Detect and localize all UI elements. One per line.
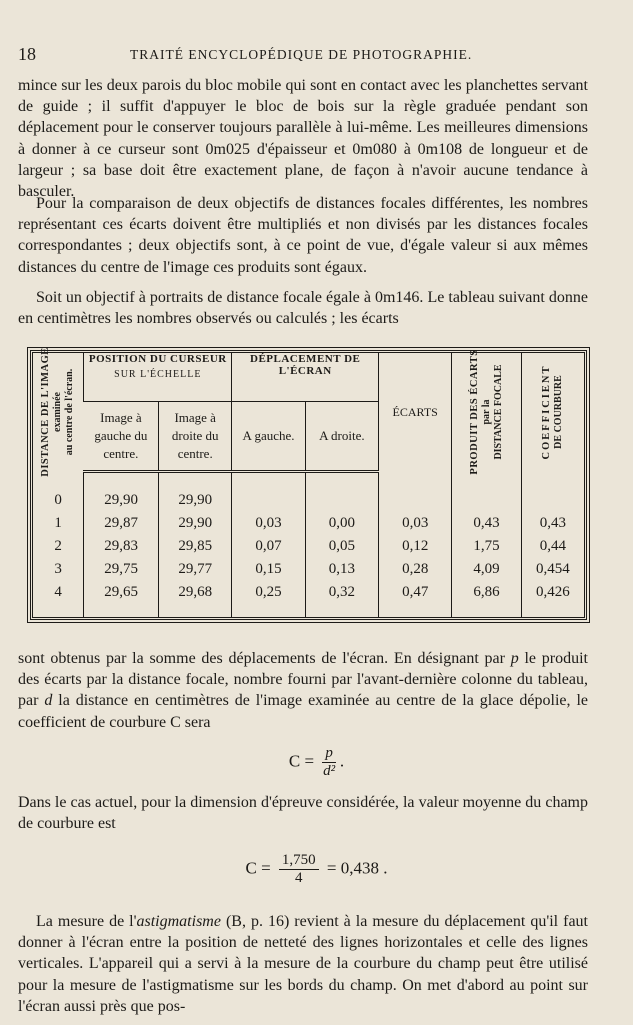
formula-1-numerator: p: [322, 745, 336, 763]
header-ecarts: ÉCARTS: [379, 353, 452, 472]
header-image-left: Image à gauche du centre.: [84, 402, 159, 472]
cell-distance: 0: [54, 491, 62, 508]
cell-produit: 6,86: [452, 581, 521, 617]
paragraph-5-text: Dans le cas actuel, pour la dimension d'épreuve considérée, la valeur moyenne du champ de courbure est: [18, 794, 588, 833]
header-image-right: Image à droite du centre.: [159, 402, 232, 472]
cell-dep-right: 0,13: [305, 558, 378, 581]
cell-produit: 4,09: [452, 558, 521, 581]
header-produit-line3: DISTANCE FOCALE: [492, 364, 504, 460]
paragraph-4-part-a: sont obtenus par la somme des déplacements de l'écran. En désignant par: [18, 650, 511, 667]
cell-coefficient: 0,43: [521, 512, 584, 535]
cell-ecarts: [379, 489, 452, 512]
page-number: 18: [18, 44, 36, 64]
header-position-group: [84, 353, 232, 402]
cell-dep-left: [232, 489, 305, 512]
cell-dep-right: 0,05: [305, 535, 378, 558]
header-distance-line2: examinée: [52, 392, 64, 433]
cell-dep-left: 0,15: [232, 558, 305, 581]
paragraph-4: [18, 648, 588, 733]
paragraph-2-text: Pour la comparaison de deux objectifs de distances focales différentes, les nombres représentant ces écarts doivent être multipliés et non divisés par les distances focales correspondantes ; deux objectifs sont, à ce point de vue, d'égale valeur si aux mêmes distances du centre de l'image ces produits sont égaux.: [18, 195, 588, 276]
cell-distance: 3: [54, 560, 62, 577]
formula-curvature: [0, 745, 633, 780]
formula-2-denominator: 4: [295, 870, 303, 886]
header-distance-line3: au centre de l'écran.: [64, 369, 76, 456]
header-distance-main: DISTANCE DE L'IMAGE: [40, 347, 52, 477]
paragraph-4-part-b: le produit des écarts par la distance focale, nombre fourni par l'avant-dernière colonne du tableau, par: [18, 650, 588, 710]
header-coefficient-main: COEFFICIENT: [540, 364, 552, 460]
paragraph-4-part-c: la distance en centimètres de l'image examinée au centre de la glace dépolie, le coefficient de courbure C sera: [18, 692, 588, 731]
cell-pos-right: 29,77: [159, 558, 232, 581]
header-produit-line2: par la: [480, 399, 492, 425]
table-row: [33, 581, 584, 617]
cell-dep-left: 0,25: [232, 581, 305, 617]
formula-1-denominator: d²: [323, 763, 336, 779]
formula-1-lhs: C =: [288, 751, 315, 771]
cell-pos-left: 29,65: [84, 581, 159, 617]
header-distance: [33, 347, 84, 477]
variable-p: p: [510, 650, 519, 667]
header-deplacement-line1: DÉPLACEMENT DE L'ÉCRAN: [250, 353, 361, 377]
header-deplacement-group: [232, 353, 379, 402]
data-table: [33, 347, 584, 617]
cell-coefficient: 0,44: [521, 535, 584, 558]
cell-ecarts: 0,03: [379, 512, 452, 535]
header-coefficient-line2: DE COURBURE: [552, 375, 564, 450]
variable-d: d: [44, 692, 53, 710]
paragraph-3: [18, 287, 588, 329]
paragraph-6-part-a: La mesure de l': [36, 913, 137, 930]
paragraph-3-text: Soit un objectif à portraits de distance focale égale à 0m146. Le tableau suivant donne en centimètres les nombres observés ou calculés ; les écarts: [18, 289, 588, 328]
cell-dep-right: [305, 489, 378, 512]
header-produit-main: PRODUIT DES ÉCARTS: [468, 349, 480, 475]
formula-1-fraction: [322, 745, 336, 780]
cell-distance: 2: [54, 537, 62, 554]
paragraph-6: [18, 911, 588, 1017]
cell-coefficient: 0,426: [521, 581, 584, 617]
header-a-droite: A droite.: [305, 402, 378, 472]
cell-produit: 0,43: [452, 512, 521, 535]
cell-pos-left: 29,90: [84, 489, 159, 512]
formula-2-numerator: 1,750: [279, 852, 319, 870]
cell-dep-right: 0,32: [305, 581, 378, 617]
cell-pos-left: 29,83: [84, 535, 159, 558]
formula-2-fraction: [279, 852, 319, 887]
header-a-gauche: A gauche.: [232, 402, 305, 472]
cell-produit: 1,75: [452, 535, 521, 558]
cell-distance: 4: [54, 584, 62, 601]
cell-pos-left: 29,87: [84, 512, 159, 535]
cell-pos-right: 29,90: [159, 512, 232, 535]
cell-coefficient: 0,454: [521, 558, 584, 581]
cell-pos-right: 29,68: [159, 581, 232, 617]
cell-pos-right: 29,85: [159, 535, 232, 558]
cell-dep-left: 0,07: [232, 535, 305, 558]
table-row: [33, 512, 584, 535]
paragraph-2: [18, 193, 588, 278]
running-title: TRAITÉ ENCYCLOPÉDIQUE DE PHOTOGRAPHIE.: [130, 47, 473, 62]
header-position-line2: SUR L'ÉCHELLE: [114, 369, 202, 380]
measurement-table: [30, 347, 587, 620]
cell-ecarts: 0,28: [379, 558, 452, 581]
table-row: [33, 535, 584, 558]
table-row: [33, 489, 584, 512]
paragraph-6-text: [18, 911, 588, 1017]
paragraph-4-text: [18, 648, 588, 733]
cell-pos-right: 29,90: [159, 489, 232, 512]
formula-2-rhs: = 0,438 .: [326, 858, 388, 878]
header-coefficient: [521, 353, 584, 472]
cell-pos-left: 29,75: [84, 558, 159, 581]
formula-mean-curvature: [0, 852, 633, 887]
header-produit: [452, 349, 521, 475]
cell-dep-right: 0,00: [305, 512, 378, 535]
cell-distance: 1: [54, 514, 62, 531]
formula-1-end: .: [339, 751, 345, 771]
cell-produit: [452, 489, 521, 512]
cell-dep-left: 0,03: [232, 512, 305, 535]
paragraph-6-italic: astigmatisme: [136, 913, 221, 930]
page-header: [18, 44, 613, 66]
header-position-line1: POSITION DU CURSEUR: [88, 353, 227, 365]
paragraph-5: [18, 792, 588, 834]
formula-2-lhs: C =: [245, 858, 271, 878]
paragraph-6-part-b: (B, p. 16) revient à la mesure du déplacement qu'il faut donner à l'écran entre la position de netteté des lignes horizontales et celle des lignes verticales. L'appareil qui a servi à la mesure de la courbure du champ peut être utilisé pour la mesure de l'astigmatisme sur les bords du champ. On met d'abord au point sur l'écran aussi près que pos-: [18, 913, 588, 1015]
table-row: [33, 558, 584, 581]
paragraph-1: [18, 75, 588, 202]
cell-ecarts: 0,47: [379, 581, 452, 617]
paragraph-1-text: mince sur les deux parois du bloc mobile qui sont en contact avec les planchettes servant de guide ; il suffit d'appuyer le bloc de bois sur la règle graduée pendant son déplacement pour le conserver toujours parallèle à lui-même. Les meilleures dimensions à donner à ce curseur sont 0m025 d'épaisseur et 0m080 à 0m108 de longueur et de largeur ; sa base doit être exactement plane, de façon à n'avoir aucune tendance à basculer.: [18, 77, 588, 201]
cell-coefficient: [521, 489, 584, 512]
cell-ecarts: 0,12: [379, 535, 452, 558]
